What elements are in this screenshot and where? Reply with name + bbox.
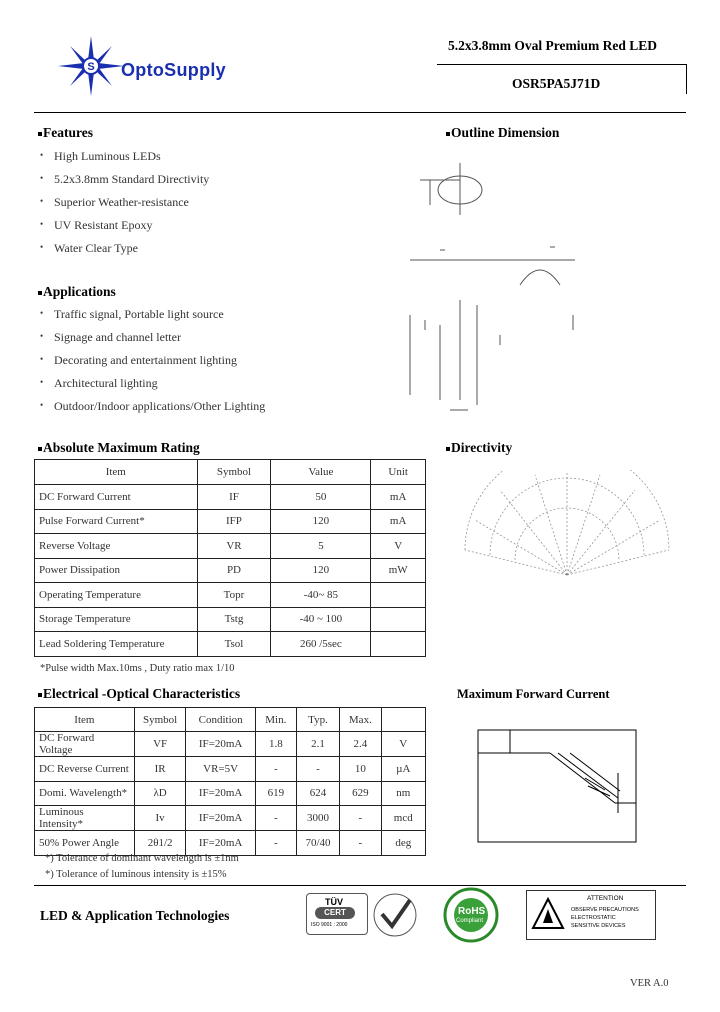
table-cell: Luminous Intensity* xyxy=(35,806,135,831)
table-row xyxy=(35,534,426,559)
absolute-heading: Absolute Maximum Rating xyxy=(38,440,200,456)
table-cell: 2.4 xyxy=(340,732,381,757)
electrical-note-2: *) Tolerance of luminous intensity is ±15% xyxy=(45,869,227,880)
table-cell: - xyxy=(340,831,381,856)
list-item: • UV Resistant Epoxy xyxy=(34,218,209,241)
electrical-table xyxy=(34,707,426,856)
table-cell: 50 xyxy=(271,485,371,510)
table-cell: Storage Temperature xyxy=(35,607,198,632)
table-cell: DC Forward Current xyxy=(35,485,198,510)
table-cell: IF=20mA xyxy=(186,781,255,806)
column-header: Condition xyxy=(186,708,255,732)
table-cell: Tsol xyxy=(197,632,271,657)
table-cell: Power Dissipation xyxy=(35,558,198,583)
table-cell: 50% Power Angle xyxy=(35,831,135,856)
table-cell: 120 xyxy=(271,509,371,534)
table-cell: 2θ1/2 xyxy=(134,831,186,856)
part-number: OSR5PA5J71D xyxy=(512,76,601,91)
table-cell: 629 xyxy=(340,781,381,806)
table-cell: V xyxy=(381,732,425,757)
list-item: • High Luminous LEDs xyxy=(34,149,209,172)
table-row xyxy=(35,757,426,782)
table-cell: mA xyxy=(371,485,426,510)
max-current-chart xyxy=(470,718,640,848)
column-header: Max. xyxy=(340,708,381,732)
version: VER A.0 xyxy=(630,978,669,989)
column-header: Symbol xyxy=(197,460,271,485)
column-header: Item xyxy=(35,708,135,732)
features-list xyxy=(34,149,209,264)
applications-heading: Applications xyxy=(38,284,116,300)
table-cell: PD xyxy=(197,558,271,583)
table-row xyxy=(35,831,426,856)
list-item: • Outdoor/Indoor applications/Other Lighting xyxy=(34,399,265,422)
outline-drawing xyxy=(400,155,590,415)
table-cell: 70/40 xyxy=(296,831,339,856)
table-cell: mcd xyxy=(381,806,425,831)
table-row xyxy=(35,632,426,657)
table-cell: µA xyxy=(381,757,425,782)
table-cell: -40~ 85 xyxy=(271,583,371,608)
list-item: • Water Clear Type xyxy=(34,241,209,264)
table-cell: 1.8 xyxy=(255,732,296,757)
list-item: • Architectural lighting xyxy=(34,376,265,399)
table-row xyxy=(35,558,426,583)
table-cell: mW xyxy=(371,558,426,583)
table-cell: DC Reverse Current xyxy=(35,757,135,782)
table-cell: Topr xyxy=(197,583,271,608)
table-cell: 5 xyxy=(271,534,371,559)
company-name: LED & Application Technologies xyxy=(40,908,230,923)
table-cell: Lead Soldering Temperature xyxy=(35,632,198,657)
table-cell: - xyxy=(255,806,296,831)
table-cell: Reverse Voltage xyxy=(35,534,198,559)
absolute-note: *Pulse width Max.10ms , Duty ratio max 1/10 xyxy=(40,663,235,674)
column-header: Symbol xyxy=(134,708,186,732)
table-cell: 10 xyxy=(340,757,381,782)
table-cell xyxy=(371,607,426,632)
brand-name: OptoSupply xyxy=(121,60,226,80)
table-row xyxy=(35,732,426,757)
table-cell: - xyxy=(296,757,339,782)
table-row xyxy=(35,583,426,608)
certified-check-icon xyxy=(372,892,418,938)
table-cell: DC Forward Voltage xyxy=(35,732,135,757)
table-cell: IF=20mA xyxy=(186,831,255,856)
electrical-heading: Electrical -Optical Characteristics xyxy=(38,686,240,702)
table-row xyxy=(35,509,426,534)
table-cell: Pulse Forward Current* xyxy=(35,509,198,534)
logo-star-icon xyxy=(58,36,128,96)
table-cell xyxy=(371,583,426,608)
table-cell: VF xyxy=(134,732,186,757)
list-item: • Decorating and entertainment lighting xyxy=(34,353,265,376)
table-cell: 120 xyxy=(271,558,371,583)
table-cell: 3000 xyxy=(296,806,339,831)
table-cell: 260 /5sec xyxy=(271,632,371,657)
column-header: Unit xyxy=(371,460,426,485)
outline-heading: Outline Dimension xyxy=(446,125,559,141)
table-cell: IF=20mA xyxy=(186,806,255,831)
rohs-badge: RoHS Compliant xyxy=(436,887,506,943)
applications-list xyxy=(34,307,265,422)
table-cell: deg xyxy=(381,831,425,856)
table-cell: -40 ~ 100 xyxy=(271,607,371,632)
table-cell: VR=5V xyxy=(186,757,255,782)
table-cell: Tstg xyxy=(197,607,271,632)
column-header: Item xyxy=(35,460,198,485)
table-cell: IF=20mA xyxy=(186,732,255,757)
logo xyxy=(58,36,128,96)
electrical-note-1: *) Tolerance of dominant wavelength is ±1nm xyxy=(45,853,239,864)
svg-text:S: S xyxy=(87,61,95,73)
table-cell: nm xyxy=(381,781,425,806)
table-cell: - xyxy=(255,757,296,782)
table-cell: - xyxy=(340,806,381,831)
directivity-chart xyxy=(460,470,675,580)
table-cell: Operating Temperature xyxy=(35,583,198,608)
column-header: Typ. xyxy=(296,708,339,732)
features-heading: Features xyxy=(38,125,93,141)
table-cell: 624 xyxy=(296,781,339,806)
table-cell: Iv xyxy=(134,806,186,831)
esd-warning: ATTENTION OBSERVE PRECAUTIONS ELECTROSTATIC SENSITIVE DEVICES xyxy=(526,890,656,940)
list-item: • Traffic signal, Portable light source xyxy=(34,307,265,330)
table-cell: 619 xyxy=(255,781,296,806)
column-header: Value xyxy=(271,460,371,485)
table-row xyxy=(35,485,426,510)
column-header: Min. xyxy=(255,708,296,732)
absolute-table xyxy=(34,459,426,657)
list-item: • Superior Weather-resistance xyxy=(34,195,209,218)
table-row xyxy=(35,781,426,806)
table-row xyxy=(35,806,426,831)
max-current-heading: Maximum Forward Current xyxy=(457,687,610,701)
table-cell: IFP xyxy=(197,509,271,534)
table-cell: 2.1 xyxy=(296,732,339,757)
directivity-heading: Directivity xyxy=(446,440,512,456)
table-cell: IR xyxy=(134,757,186,782)
table-cell: - xyxy=(255,831,296,856)
table-cell: mA xyxy=(371,509,426,534)
tuv-badge: TÜV CERT ISO 9001 : 2000 xyxy=(306,893,368,935)
page-title: 5.2x3.8mm Oval Premium Red LED xyxy=(448,38,657,53)
list-item: • Signage and channel letter xyxy=(34,330,265,353)
table-cell xyxy=(371,632,426,657)
table-cell: IF xyxy=(197,485,271,510)
table-cell: Domi. Wavelength* xyxy=(35,781,135,806)
table-cell: λD xyxy=(134,781,186,806)
table-cell: VR xyxy=(197,534,271,559)
esd-triangle-icon xyxy=(531,897,565,931)
table-row xyxy=(35,607,426,632)
column-header xyxy=(381,708,425,732)
list-item: • 5.2x3.8mm Standard Directivity xyxy=(34,172,209,195)
table-cell: V xyxy=(371,534,426,559)
